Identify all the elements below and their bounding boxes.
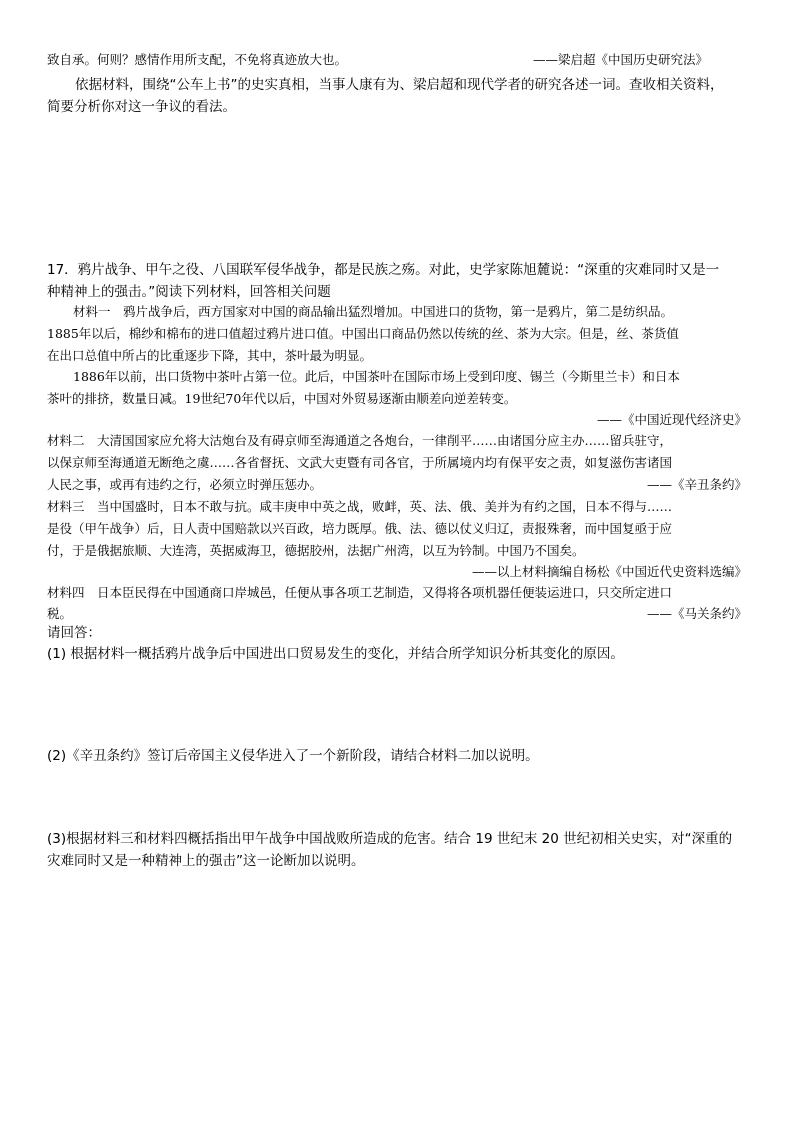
task-line-2: 简要分析你对这一争议的看法。 [47, 99, 236, 115]
material-3-line-1: 材料三 当中国盛时，日本不敢与抗。咸丰庚申中英之战，败衅，英、法、俄、美并为有约之国，日本不得与…… [47, 499, 673, 514]
material-1-line-3: 在出口总值中所占的比重逐步下降，其中，茶叶最为明显。 [47, 348, 373, 363]
material-3-line-2: 是役（甲午战争）后，日人责中国赔款以兴百政，培力既厚。俄、法、德以仗义归辽，责报殊奢，而中国复亟于应 [47, 521, 673, 536]
material-1-line-5: 茶叶的排挤，数量日减。19世纪70年代以后，中国对外贸易逐渐由顺差向逆差转变。 [47, 391, 517, 406]
quote-continuation: 致自承。何则？感情作用所支配，不免将真迹放大也。 [47, 52, 348, 67]
material-4-source: ——《马关条约》 [646, 606, 747, 621]
answer-prompt: 请回答： [47, 625, 101, 641]
question-17-stem-2: 种精神上的强击。”阅读下列材料，回答相关问题 [47, 284, 331, 300]
task-line-1: 依据材料，围绕“公车上书”的史实真相，当事人康有为、梁启超和现代学者的研究各述一词。查收相关资料， [75, 77, 724, 93]
material-1-line-4: 1886年以前，出口货物中茶叶占第一位。此后，中国茶叶在国际市场上受到印度、锡兰（今斯里兰卡）和日本 [73, 369, 680, 384]
material-1-line-1: 材料一 鸦片战争后，西方国家对中国的商品输出猛烈增加。中国进口的货物，第一是鸦片，第二是纺织品。 [73, 304, 674, 319]
material-2-line-2: 以保京师至海通道无断绝之虞……各省督抚、文武大吏暨有司各官，于所属境内均有保平安之责，如复滋伤害诸国 [47, 455, 673, 470]
material-2-line-3: 人民之事，或再有违约之行，必须立时弹压惩办。 [47, 477, 323, 492]
material-3-source: ——以上材料摘编自杨松《中国近代史资料选编》 [471, 564, 747, 579]
sub-question-3-line-1: (3)根据材料三和材料四概括指出甲午战争中国战败所造成的危害。结合 19 世纪末 20 世纪初相关史实，对“深重的 [47, 831, 733, 847]
material-4-line-1: 材料四 日本臣民得在中国通商口岸城邑，任便从事各项工艺制造，又得将各项机器任便装运进口，只交所定进口 [47, 585, 673, 600]
sub-question-1: (1) 根据材料一概括鸦片战争后中国进出口贸易发生的变化，并结合所学知识分析其变化的原因。 [47, 646, 624, 662]
material-2-line-1: 材料二 大清国国家应允将大沽炮台及有碍京师至海通道之各炮台，一律削平……由诸国分应主办……留兵驻守， [47, 433, 673, 448]
material-1-source: ——《中国近现代经济史》 [596, 412, 747, 427]
material-1-line-2: 1885年以后，棉纱和棉布的进口值超过鸦片进口值。中国出口商品仍然以传统的丝、茶为大宗。但是，丝、茶货值 [47, 326, 679, 341]
material-3-line-3: 付，于是俄据旅顺、大连湾，英据威海卫，德据胶州，法据广州湾，以互为钤制。中国乃不国矣。 [47, 543, 585, 558]
quote-source: ——梁启超《中国历史研究法》 [533, 52, 709, 67]
sub-question-2: (2)《辛丑条约》签订后帝国主义侵华进入了一个新阶段，请结合材料二加以说明。 [47, 748, 539, 764]
material-2-source: ——《辛丑条约》 [646, 477, 747, 492]
material-4-line-2: 税。 [47, 606, 73, 621]
question-17-stem-1: 17．鸦片战争、甲午之役、八国联军侵华战争，都是民族之殇。对此，史学家陈旭麓说：“深重的灾难同时又是一 [47, 262, 720, 278]
sub-question-3-line-2: 灾难同时又是一种精神上的强击”这一论断加以说明。 [47, 853, 365, 869]
